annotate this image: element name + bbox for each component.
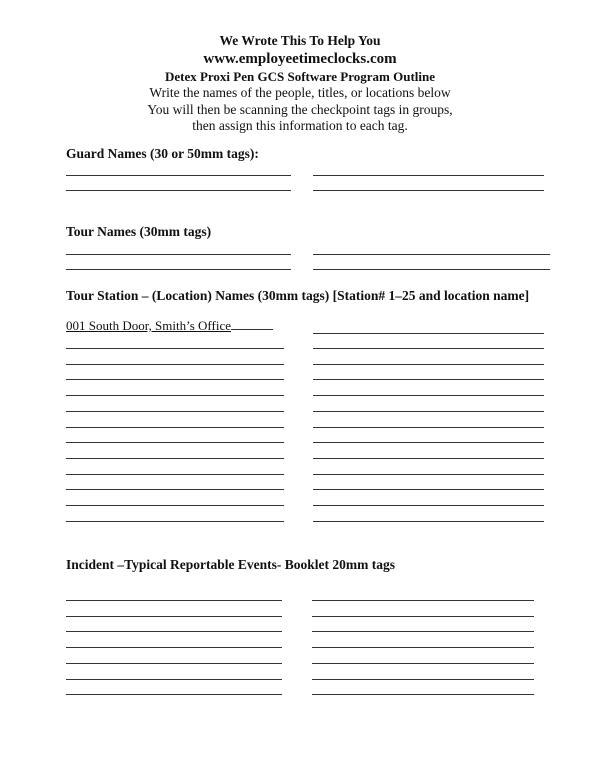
header-tagline: We Wrote This To Help You (219, 33, 381, 48)
station-entry-blank (231, 317, 273, 330)
incident-line[interactable] (312, 647, 534, 648)
station-line[interactable] (66, 427, 284, 428)
incident-line[interactable] (66, 694, 282, 695)
station-line[interactable] (66, 474, 284, 475)
guard-name-line[interactable] (66, 190, 291, 191)
guard-name-line[interactable] (313, 175, 544, 176)
station-line[interactable] (313, 458, 544, 459)
incident-line[interactable] (312, 616, 534, 617)
header-instruction-3: then assign this information to each tag. (192, 118, 408, 133)
incident-line[interactable] (66, 679, 282, 680)
station-line[interactable] (313, 427, 544, 428)
station-line[interactable] (313, 348, 544, 349)
station-line[interactable] (313, 489, 544, 490)
station-line[interactable] (66, 395, 284, 396)
tour-name-line[interactable] (313, 254, 550, 255)
incident-line[interactable] (312, 663, 534, 664)
tour-station-heading: Tour Station – (Location) Names (30mm tags) [Station# 1–25 and location name] (66, 288, 530, 303)
station-line[interactable] (313, 333, 544, 334)
station-line[interactable] (313, 364, 544, 365)
station-line[interactable] (313, 442, 544, 443)
incident-line[interactable] (66, 647, 282, 648)
header-title: Detex Proxi Pen GCS Software Program Outline (164, 69, 436, 84)
guard-name-line[interactable] (66, 175, 291, 176)
incident-line[interactable] (312, 694, 534, 695)
station-line[interactable] (313, 505, 544, 506)
station-entry-text: 001 South Door, Smith’s Office (66, 318, 231, 333)
station-line[interactable] (313, 521, 544, 522)
station-line[interactable] (313, 411, 544, 412)
guard-names-heading: Guard Names (30 or 50mm tags): (66, 146, 259, 161)
station-line[interactable] (66, 458, 284, 459)
station-line[interactable] (66, 364, 284, 365)
header-website: www.employeetimeclocks.com (203, 51, 397, 67)
station-line[interactable] (66, 442, 284, 443)
incident-line[interactable] (312, 679, 534, 680)
tour-names-heading: Tour Names (30mm tags) (66, 224, 212, 239)
incident-line[interactable] (66, 631, 282, 632)
guard-name-line[interactable] (313, 190, 544, 191)
station-line[interactable] (66, 505, 284, 506)
incident-heading: Incident –Typical Reportable Events- Booklet 20mm tags (66, 557, 395, 572)
station-line[interactable] (313, 395, 544, 396)
incident-line[interactable] (312, 631, 534, 632)
station-line[interactable] (66, 489, 284, 490)
incident-line[interactable] (66, 663, 282, 664)
station-line[interactable] (66, 379, 284, 380)
station-line[interactable] (66, 521, 284, 522)
station-line[interactable] (66, 411, 284, 412)
tour-name-line[interactable] (66, 269, 291, 270)
header-instruction-1: Write the names of the people, titles, or locations below (149, 85, 451, 100)
incident-line[interactable] (66, 600, 282, 601)
incident-line[interactable] (66, 616, 282, 617)
header-instruction-2: You will then be scanning the checkpoint tags in groups, (147, 101, 453, 117)
incident-line[interactable] (312, 600, 534, 601)
tour-name-line[interactable] (313, 269, 550, 270)
station-line[interactable] (313, 379, 544, 380)
tour-name-line[interactable] (66, 254, 291, 255)
station-entry-001 (66, 317, 273, 334)
station-line[interactable] (313, 474, 544, 475)
station-line[interactable] (66, 348, 284, 349)
document-header (0, 32, 600, 135)
